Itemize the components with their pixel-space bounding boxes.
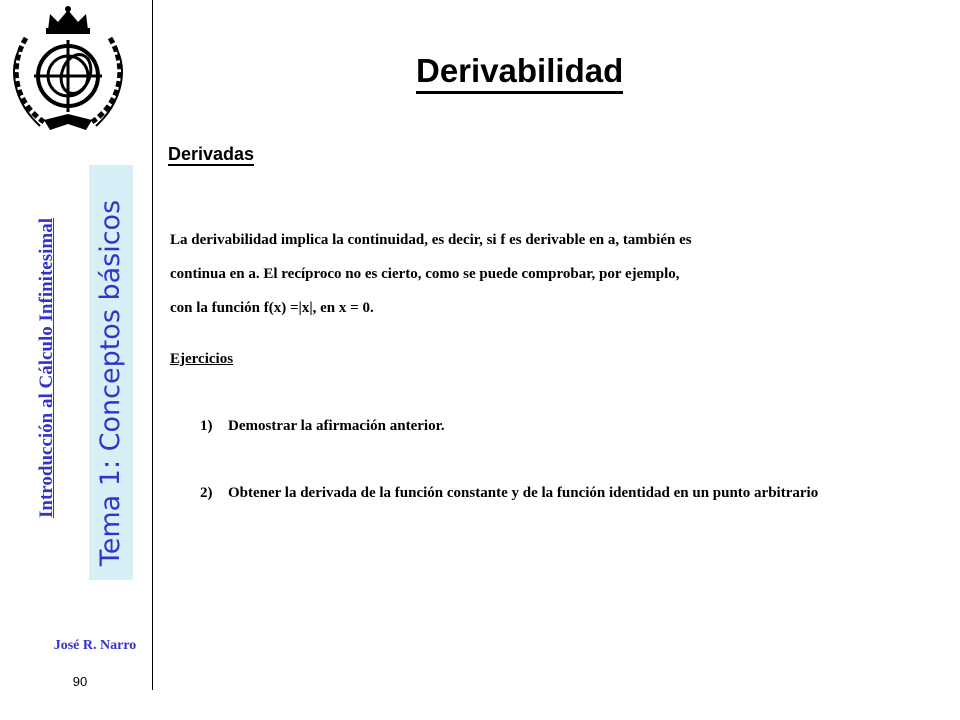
author-name: José R. Narro xyxy=(53,638,137,653)
exercise-item xyxy=(170,476,850,510)
exercise-number: 1) xyxy=(200,418,213,434)
university-crest-icon xyxy=(4,4,132,134)
main-paragraph xyxy=(170,223,850,325)
exercises-heading: Ejercicios xyxy=(170,351,234,367)
theme-title: Tema 1: Conceptos básicos xyxy=(95,199,126,567)
sidebar-divider xyxy=(152,0,153,690)
page-title: Derivabilidad xyxy=(416,52,623,94)
course-title: Introducción al Cálculo Infinitesimal xyxy=(36,218,57,518)
paragraph-line: con la función f(x) =|x|, en x = 0. xyxy=(170,300,374,316)
paragraph-line: La derivabilidad implica la continuidad, es decir, si f es derivable en a, también es xyxy=(170,232,692,248)
exercise-text: Demostrar la afirmación anterior. xyxy=(228,418,445,434)
exercise-text: Obtener la derivada de la función constante y de la función identidad en un punto arbitrario xyxy=(228,485,819,501)
exercise-item xyxy=(170,409,850,443)
university-crest-logo xyxy=(4,4,132,134)
paragraph-line: continua en a. El recíproco no es cierto, como se puede comprobar, por ejemplo, xyxy=(170,266,680,282)
slide-body xyxy=(170,223,850,510)
exercise-number: 2) xyxy=(200,485,213,501)
page-number: 90 xyxy=(72,674,88,689)
section-subtitle: Derivadas xyxy=(168,144,255,164)
